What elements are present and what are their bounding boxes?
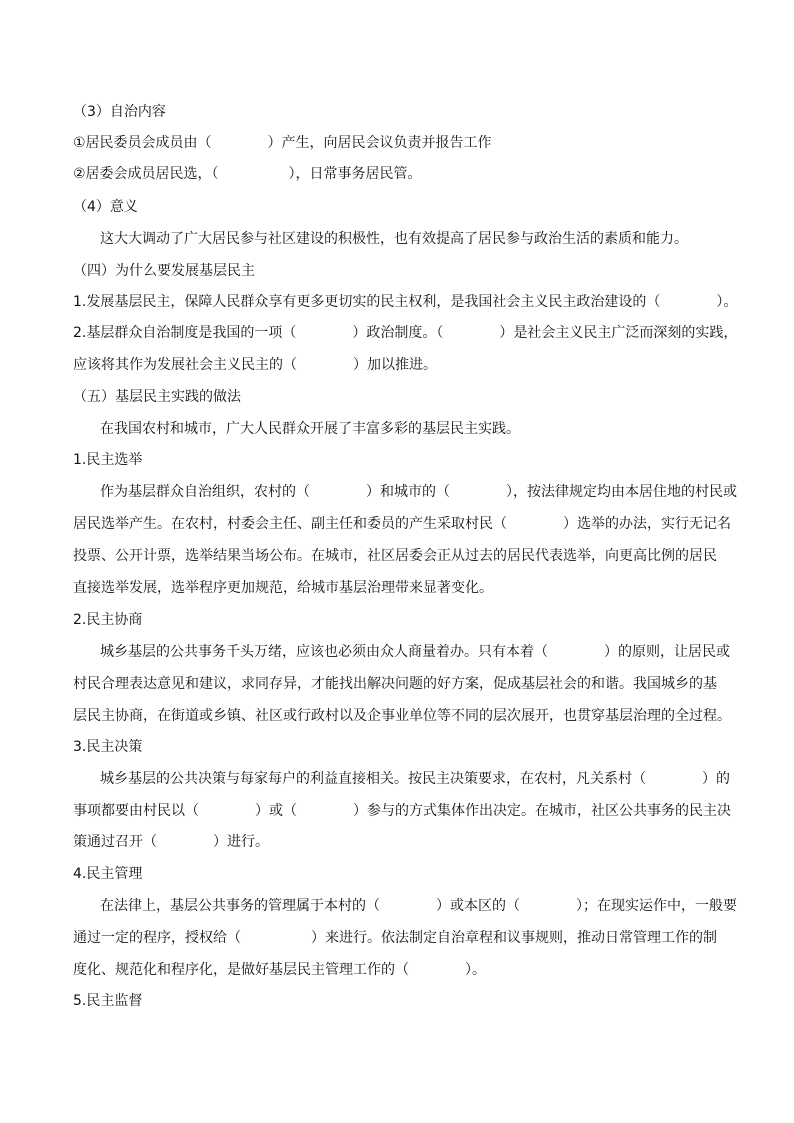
heading-significance: （4）意义 (73, 199, 138, 215)
text-line: 在法律上，基层公共事务的管理属于本村的（ ）或本区的（ ）；在现实运作中，一般要 (100, 898, 737, 914)
section-heading-5: （五）基层民主实践的做法 (73, 389, 241, 405)
subheading-democratic-management: 4.民主管理 (73, 866, 143, 882)
text-line: 度化、规范化和程序化，是做好基层民主管理工作的（ ）。 (73, 962, 486, 978)
text-line: 村民合理表达意见和建议，求同存异，才能找出解决问题的好方案，促成基层社会的和谐。我国城乡的基 (73, 676, 717, 692)
text-line: 作为基层群众自治组织，农村的（ ）和城市的（ ），按法律规定均由本居住地的村民或 (100, 484, 737, 500)
subheading-democratic-supervision: 5.民主监督 (73, 993, 143, 1009)
section-heading-4: （四）为什么要发展基层民主 (73, 263, 255, 279)
text-line: 1.发展基层民主，保障人民群众享有更多更切实的民主权利，是我国社会主义民主政治建设的（ ）。 (73, 294, 738, 310)
text-line: ①居民委员会成员由（ ）产生，向居民会议负责并报告工作 (73, 135, 492, 151)
text-line: 通过一定的程序，授权给（ ）来进行。依法制定自治章程和议事规则，推动日常管理工作的制 (73, 930, 717, 946)
text-line: 城乡基层的公共事务千头万绪，应该也必须由众人商量着办。只有本着（ ）的原则，让居民或 (100, 644, 730, 660)
subheading-democratic-consultation: 2.民主协商 (73, 612, 143, 628)
subheading-democratic-election: 1.民主选举 (73, 452, 143, 468)
text-line: 事项都要由村民以（ ）或（ ）参与的方式集体作出决定。在城市，社区公共事务的民主决 (73, 803, 731, 819)
text-line: 策通过召开（ ）进行。 (73, 834, 269, 850)
text-line: 居民选举产生。在农村，村委会主任、副主任和委员的产生采取村民（ ）选举的办法，实行无记名 (73, 516, 731, 532)
text-line: 在我国农村和城市，广大人民群众开展了丰富多彩的基层民主实践。 (100, 421, 520, 437)
text-line: 层民主协商，在街道或乡镇、社区或行政村以及企事业单位等不同的层次展开，也贯穿基层治理的全过程。 (73, 708, 731, 724)
text-line: 城乡基层的公共决策与每家每户的利益直接相关。按民主决策要求，在农村，凡关系村（ ）的 (100, 771, 730, 787)
text-line: 应该将其作为发展社会主义民主的（ ）加以推进。 (73, 357, 437, 373)
text-line: 这大大调动了广大居民参与社区建设的积极性，也有效提高了居民参与政治生活的素质和能力。 (100, 231, 688, 247)
text-line: 2.基层群众自治制度是我国的一项（ ）政治制度。（ ）是社会主义民主广泛而深刻的实践， (73, 325, 738, 341)
text-line: ②居委会成员居民选，（ ），日常事务居民管。 (73, 166, 422, 182)
heading-self-governance-content: （3）自治内容 (73, 104, 166, 120)
text-line: 直接选举发展，选举程序更加规范，给城市基层治理带来显著变化。 (73, 580, 493, 596)
subheading-democratic-decision: 3.民主决策 (73, 739, 143, 755)
text-line: 投票、公开计票，选举结果当场公布。在城市，社区居委会正从过去的居民代表选举，向更高比例的居民 (73, 548, 717, 564)
